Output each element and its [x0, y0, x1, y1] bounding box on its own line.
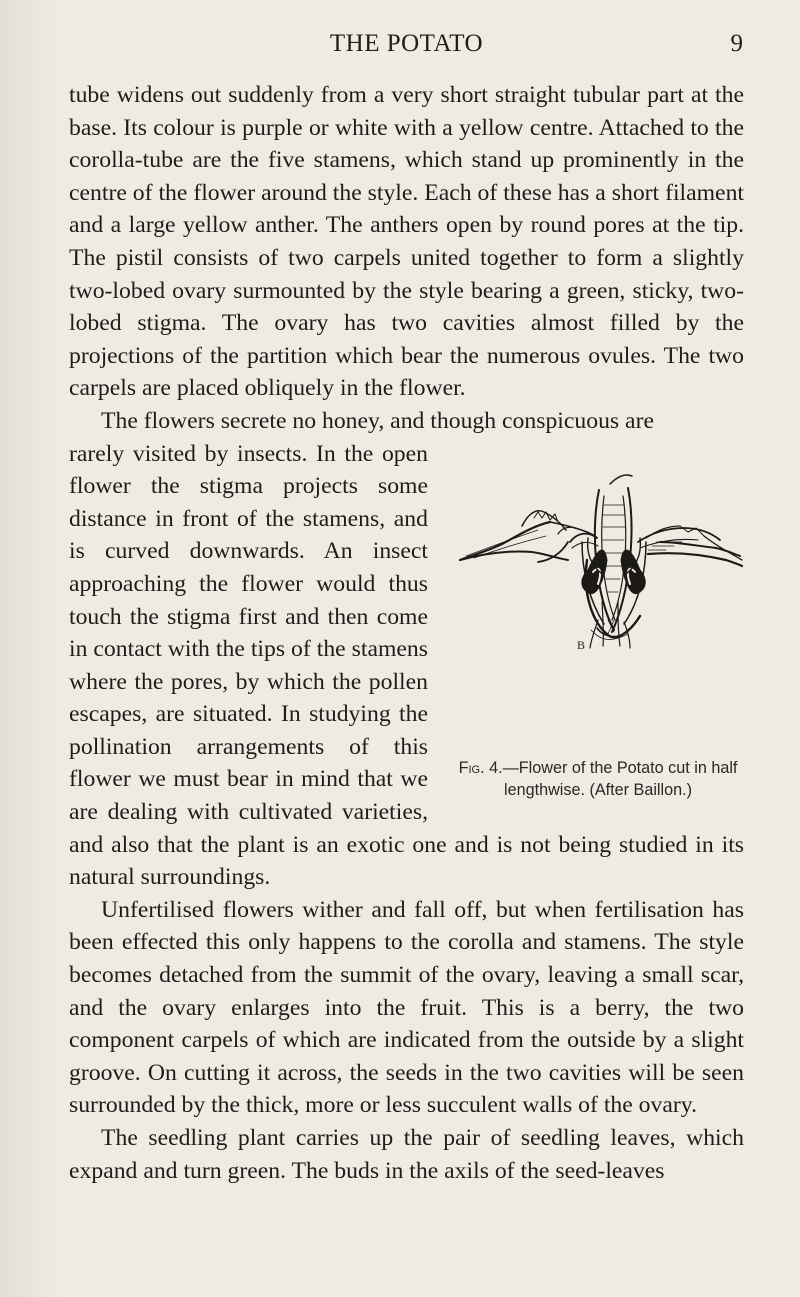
paragraph-1: tube widens out suddenly from a very short straight tubular part at the base. Its colour is purple or white with a yellow centre. Attached to the corolla-tube are the five stamens, which stand up prominently in the centre of the flower around the style. Each of these has a short filament and a large yellow anther. The anthers open by round pores at the tip. The pistil consists of two carpels united together to form a slightly two-lobed ovary surmounted by the style bearing a green, sticky, two-lobed stigma. The ovary has two cavities almost filled by the projections of the partition which bear the numerous ovules. The two carpels are placed obliquely in the flower. [69, 82, 744, 402]
figure-letter-b: B [577, 637, 586, 652]
body-text [69, 79, 744, 1187]
figure-caption-label: Fig. 4. [458, 758, 503, 777]
page-number: 9 [730, 30, 743, 57]
paragraph-4: The seedling plant carries up the pair of seedling leaves, which expand and turn green. The buds in the axils of the seed-leaves [69, 1125, 744, 1184]
binding-shadow [0, 0, 60, 1297]
figure-potato-flower [452, 442, 744, 815]
paragraph-2-continued: rarely visited by insects. In the open flower the stigma projects some distance in front of the stamens, and is curved downwards. An insect approaching the flower would thus touch the stigma first and then come in contact with the tips of the stamens where the pores, by which the pollen escapes, are situated. In studying the pollination arrangements of this flower we must bear in mind that we are dealing with cultivated varieties, and also that the plant is an exotic one and is not being studied in its natural surroundings. [69, 440, 744, 891]
page-header [70, 30, 743, 64]
potato-flower-section-illustration [452, 442, 744, 752]
figure-caption [452, 757, 744, 801]
paragraph-2-opening: The flowers secrete no honey, and though conspicuous are [101, 407, 654, 434]
paragraph-3: Unfertilised flowers wither and fall off, but when fertilisation has been effected this only happens to the corolla and stamens. The style becomes detached from the summit of the ovary, leaving a small scar, and the ovary enlarges into the fruit. This is a berry, the two component carpels of which are indicated from the outside by a slight groove. On cutting it across, the seeds in the two cavities will be seen surrounded by the thick, more or less succulent walls of the ovary. [69, 896, 744, 1119]
figure-caption-text: —Flower of the Potato cut in half lengthwise. (After Baillon.) [502, 758, 738, 799]
running-head: THE POTATO [329, 30, 484, 57]
